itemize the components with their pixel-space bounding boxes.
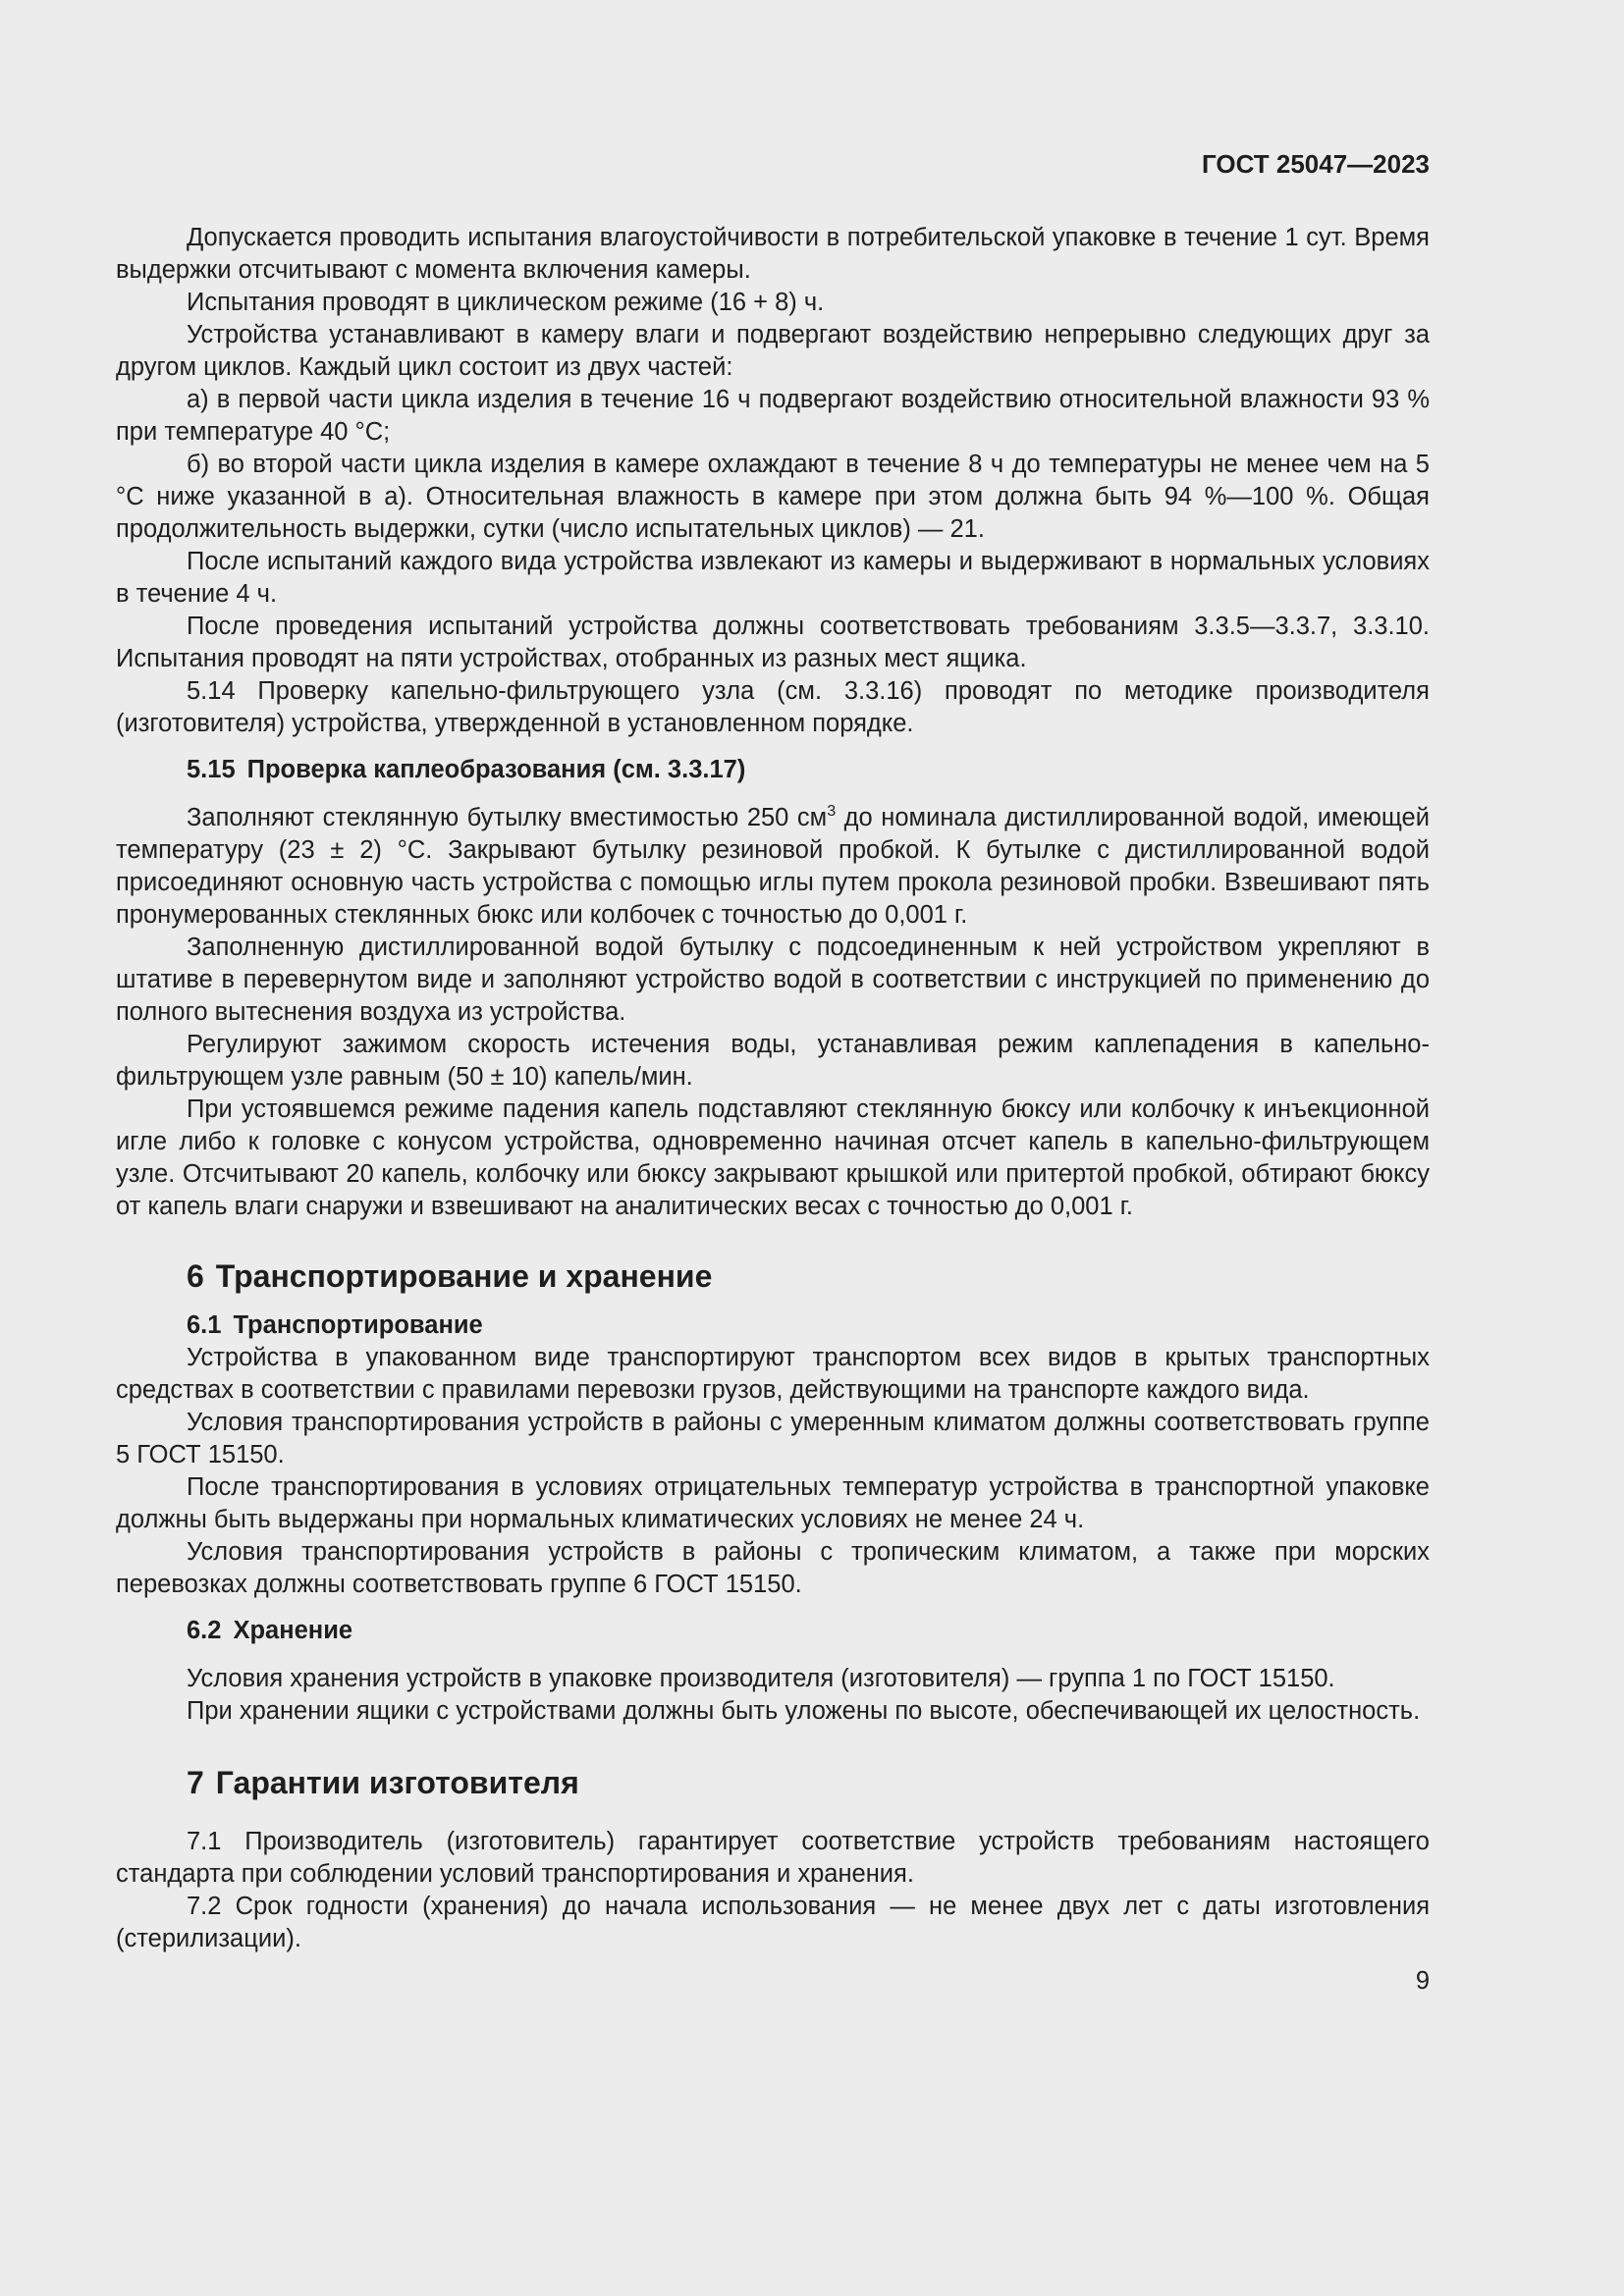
section-title: Транспортирование и хранение (215, 1258, 713, 1294)
text-run: Заполняют стеклянную бутылку вместимостью 250 см (187, 804, 828, 831)
paragraph: Устройства устанавливают в камеру влаги и подвергают воздействию непрерывно следующих друг за другом циклов. Каждый цикл состоит из двух частей: (116, 321, 1430, 381)
subsection-number: 6.2 (187, 1617, 222, 1644)
paragraph: После транспортирования в условиях отрицательных температур устройства в транспортной упаковке должны быть выдержаны при нормальных климатических условиях не менее 24 ч. (116, 1473, 1430, 1533)
section-number: 6 (187, 1258, 204, 1294)
section-title: Гарантии изготовителя (215, 1765, 579, 1800)
paragraph: После испытаний каждого вида устройства извлекают из камеры и выдерживают в нормальных условиях в течение 4 ч. (116, 548, 1430, 608)
clause-5-14: 5.14 Проверку капельно-фильтрующего узла (см. 3.3.16) проводят по методике производителя (изготовителя) устройства, утвержденной в установленном порядке. (116, 677, 1430, 737)
paragraph: Устройства в упакованном виде транспортируют транспортом всех видов в крытых транспортных средствах в соответствии с правилами перевозки грузов, действующими на транспорте каждого вида. (116, 1344, 1430, 1404)
document-page (116, 137, 1430, 1998)
paragraph: Испытания проводят в циклическом режиме (16 + 8) ч. (187, 289, 825, 316)
paragraph: Заполненную дистиллированной водой бутылку с подсоединенным к ней устройством укрепляют в штативе в перевернутом виде и заполняют устройство водой в соответствии с инструкцией по применению до полного вытеснения воздуха из устройства. (116, 934, 1430, 1026)
subsection-number: 5.15 (187, 756, 236, 783)
paragraph: При хранении ящики с устройствами должны быть уложены по высоте, обеспечивающей их целостность. (187, 1697, 1421, 1725)
paragraph: Регулируют зажимом скорость истечения воды, устанавливая режим каплепадения в капельно-фильтрующем узле равным (50 ± 10) капель/мин. (116, 1031, 1430, 1091)
paragraph: Допускается проводить испытания влагоустойчивости в потребительской упаковке в течение 1 сут. Время выдержки отсчитывают с момента включения камеры. (116, 224, 1430, 284)
text-run: до номинала дистиллированной водой, имеющей температуру (23 ± 2) °С. Закрывают бутылку резиновой пробкой. К бутылке с дистиллированной водой присоединяют основную часть устройства с помощью иглы путем прокола резиновой пробки. Взвешивают пять пронумерованных стеклянных бюкс или колбочек с точностью до 0,001 г. (116, 804, 1430, 929)
list-item-a: а) в первой части цикла изделия в течение 16 ч подвергают воздействию относительной влажности 93 % при температуре 40 °С; (116, 386, 1430, 446)
page-number: 9 (1415, 1967, 1430, 1995)
subsection-heading-6-1 (187, 1309, 1430, 1342)
document-id-header: ГОСТ 25047—2023 (1202, 149, 1430, 179)
paragraph: При устоявшемся режиме падения капель подставляют стеклянную бюксу или колбочку к инъекционной игле либо к головке с конусом устройства, одновременно начиная отсчет капель в капельно-фильтрующем узле. Отсчитывают 20 капель, колбочку или бюксу закрывают крышкой или притертой пробкой, обтирают бюксу от капель влаги снаружи и взвешивают на аналитических весах с точностью до 0,001 г. (116, 1095, 1430, 1220)
section-number: 7 (187, 1765, 204, 1800)
subsection-heading-5-15 (187, 754, 1430, 786)
section-heading-7 (187, 1763, 1430, 1802)
subsection-title: Хранение (233, 1617, 353, 1644)
section-heading-6 (187, 1256, 1430, 1296)
paragraph: Условия транспортирования устройств в районы с умеренным климатом должны соответствовать группе 5 ГОСТ 15150. (116, 1409, 1430, 1468)
clause-7-1: 7.1 Производитель (изготовитель) гарантирует соответствие устройств требованиям настоящего стандарта при соблюдении условий транспортирования и хранения. (116, 1828, 1430, 1888)
paragraph: После проведения испытаний устройства должны соответствовать требованиям 3.3.5—3.3.7, 3.3.10. Испытания проводят на пяти устройствах, отобранных из разных мест ящика. (116, 613, 1430, 672)
subsection-number: 6.1 (187, 1311, 222, 1339)
subsection-heading-6-2 (187, 1615, 1430, 1647)
paragraph: Условия хранения устройств в упаковке производителя (изготовителя) — группа 1 по ГОСТ 15150. (187, 1665, 1335, 1692)
clause-7-2: 7.2 Срок годности (хранения) до начала использования — не менее двух лет с даты изготовления (стерилизации). (116, 1893, 1430, 1952)
list-item-b: б) во второй части цикла изделия в камере охлаждают в течение 8 ч до температуры не менее чем на 5 °С ниже указанной в а). Относительная влажность в камере при этом должна быть 94 %—100 %. Общая продолжительность выдержки, сутки (число испытательных циклов) — 21. (116, 451, 1430, 543)
paragraph (116, 802, 1430, 932)
superscript: 3 (827, 803, 837, 820)
paragraph: Условия транспортирования устройств в районы с тропическим климатом, а также при морских перевозках должны соответствовать группе 6 ГОСТ 15150. (116, 1538, 1430, 1598)
subsection-title: Транспортирование (233, 1311, 483, 1339)
subsection-title: Проверка каплеобразования (см. 3.3.17) (246, 756, 746, 783)
